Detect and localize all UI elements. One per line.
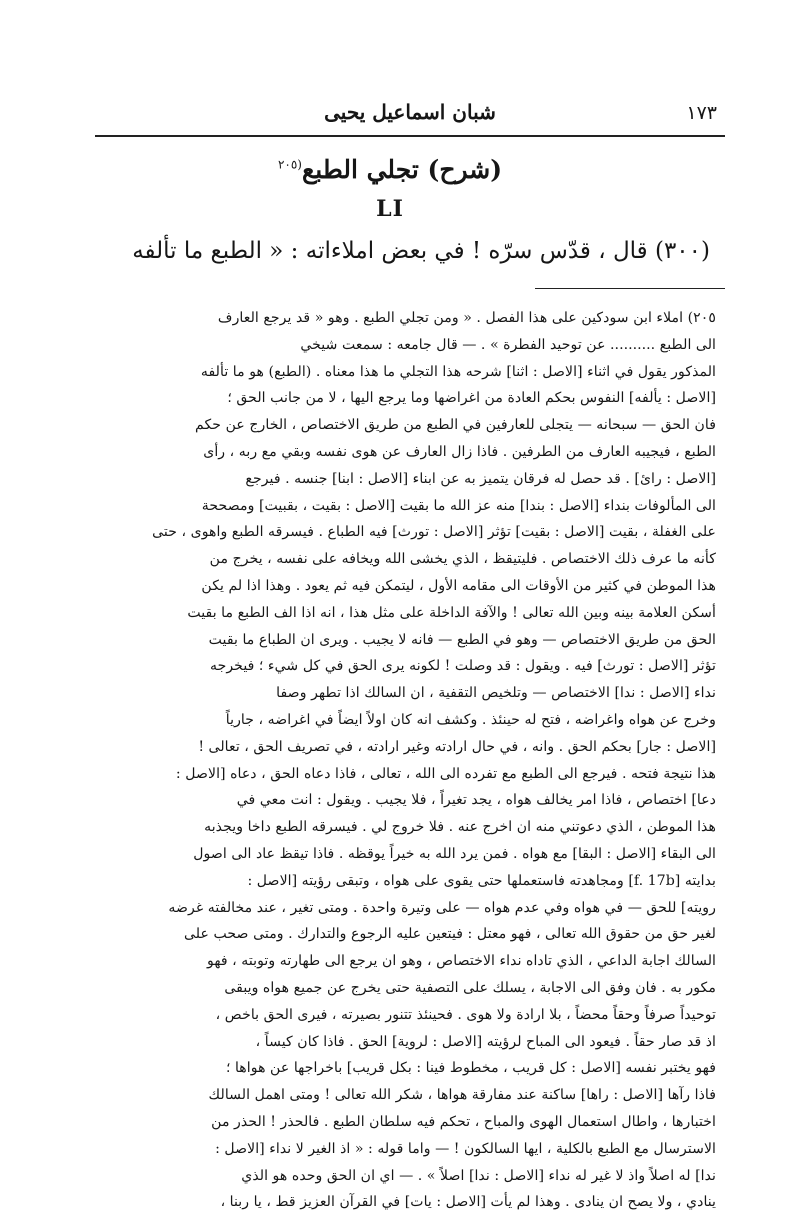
section-code: LI <box>376 196 404 222</box>
footnote-line: الى البقاء [الاصل : البقا] مع هواه . فمن يرد الله به خيراً يوقظه . فاذا تيقظ عاد الى اصول <box>193 845 716 862</box>
footnote-line: ينادي ، ولا يصح ان ينادى . وهذا لم يأت [الاصل : يات] في القرآن العزيز قط ، يا ربنا ، <box>220 1194 716 1211</box>
footnote-line: [الاصل : جار] بحكم الحق . وانه ، في حال ارادته وغير ارادته ، في تصريف الحق ، تعالى ! <box>198 738 716 755</box>
footnote-line: على الغفلة ، بقيت [الاصل : بقيت] تؤثر [الاصل : تورث] فيه الطباع . فيسرقه الطبع واهوى ، حتى <box>152 524 716 541</box>
footnote-line: الحق من طريق الاختصاص — وهو في الطبع — فانه لا يجيب . ويرى ان الطباع ما بقيت <box>208 631 716 648</box>
header-rule <box>95 135 725 137</box>
footnote-line: هذا نتيجة فتحه . فيرجع الى الطبع مع تفرده الى الله ، تعالى ، فاذا دعاه الحق ، دعاه [الاصل : <box>175 765 716 782</box>
footnote-line: دعا] اختصاص ، فاذا امر يخالف هواه ، يجد تغيراً ، فلا يجيب . ويقول : انت معي في <box>236 792 716 809</box>
footnote-line: فاذا رآها [الاصل : راها] ساكنة عند مفارقة هواها ، شكر الله تعالى ! ومتى اهمل السالك <box>208 1087 716 1104</box>
footnote-line: تؤثر [الاصل : تورث] فيه . ويقول : قد وصلت ! لكونه يرى الحق في كل شيء ؛ فيخرجه <box>209 658 716 675</box>
footnote-line: المذكور يقول في اثناء [الاصل : اثنا] شرحه هذا التجلي ما هذا معناه . (الطبع) هو ما تألفه <box>200 363 716 380</box>
footnote-line: [الاصل : رائ] . قد حصل له فرقان يتميز به عن ابناء [الاصل : ابنا] جنسه . فيرجع <box>245 470 716 487</box>
footnote-line: ٢٠٥) املاء ابن سودكين على هذا الفصل . « ومن تجلي الطبع . وهو « قد يرجع العارف <box>217 310 716 326</box>
footnote-line: مكور به . فان وفق الى الاجابة ، يسلك على التصفية حتى يخرج عن جميع هواه ويبقى <box>224 979 716 996</box>
footnote-line: ندا] له اصلاً واذ لا غير له نداء [الاصل : ندا] اصلاً » . — اي ان الحق وحده هو الذي <box>241 1167 716 1184</box>
footnote-line: بدايته [f. 17b] ومجاهدته فاستعملها حتى يقوى على هواه ، وتبقى رؤيته [الاصل : <box>247 872 716 889</box>
footnote-line: توحيداً صرفاً وحقاً محضاً ، بلا ارادة ولا هوى . فحينئذ تتنور بصيرته ، فيرى الحق باخص ، <box>215 1006 716 1023</box>
footnote-line: اختبارها ، واطال استعمال الهوى والمباح ، تحكم فيه سلطان الطبع . فالحذر ! الحذر من <box>211 1113 716 1130</box>
page-header <box>95 100 725 130</box>
footnote-line: كأنه ما عرف ذلك الاختصاص . فليتيقظ ، الذي يخشى الله ويخافه على نفسه ، يخرج من <box>209 551 716 568</box>
footnote-line: الى الطبع .......... عن توحيد الفطرة » . — قال جامعه : سمعت شيخي <box>300 336 716 353</box>
footnote-line: اذ قد صار حقاً . فيعود الى المباح لرؤيته [الاصل : لروية] الحق . فاذا كان كيساً ، <box>255 1033 716 1050</box>
footnote-separator <box>535 288 725 289</box>
footnote-line: نداء [الاصل : ندا] الاختصاص — وتلخيص التقفية ، ان السالك اذا تطهر وصفا <box>276 685 716 702</box>
footnote-reference: (٢٠٥ <box>277 157 302 172</box>
footnote-line: لغير حق من حقوق الله تعالى ، فهو معتل : فيتعين عليه الرجوع والتدارك . ومتى صحب على <box>183 926 716 943</box>
footnote-line: هذا الموطن في كثير من الأوقات الى مقامه الأول ، ليتمكن فيه ثم يعود . وهذا اذا لم يكن <box>201 577 716 594</box>
section-title <box>180 155 600 195</box>
footnote-line: الطبع ، فيجيبه العارف من الطرفين . فاذا زال العارف عن هوى نفسه وبقي مع ربه ، رأى <box>203 443 716 460</box>
section-title-text: (شرح) تجلي الطبع <box>301 155 503 184</box>
opening-paragraph: (٣٠٠) قال ، قدّس سرّه ! في بعض املاءاته : « الطبع ما تألفه <box>132 238 710 264</box>
footnote-line: هذا الموطن ، الذي دعوتني منه ان اخرج عنه . فلا خروج لي . فيسرقه الطبع داخا ويجذبه <box>204 819 716 836</box>
running-title: شبان اسماعيل يحيى <box>324 100 496 124</box>
footnote-line: فان الحق — سبحانه — يتجلى للعارفين في الطبع من طريق الاختصاص ، الخارج عن حكم <box>195 417 716 434</box>
footnote-block <box>66 305 716 1216</box>
footnote-line: السالك اجابة الداعي ، الذي تاداه نداء الاختصاص ، وهو ان يرجع الى طهارته وتوبته ، فهو <box>207 953 716 970</box>
footnote-line: [الاصل : يألفه] النفوس بحكم العادة من اغراضها وما يرجع اليها ، لا من جانب الحق ؛ <box>227 390 716 407</box>
footnote-line: فهو يختبر نفسه [الاصل : كل قريب ، مخطوط فينا : بكل قريب] باخراجها عن هواها ؛ <box>225 1060 716 1077</box>
footnote-line: وخرج عن هواه واغراضه ، فتح له حينئذ . وكشف انه كان اولاً ايضاً في اغراضه ، جارياً <box>225 711 716 728</box>
footnote-line: أسكن العلامة بينه وبين الله تعالى ! والآفة الداخلة على مثل هذا ، انه اذا الف الطبع ما بقيت <box>187 604 716 621</box>
footnote-line: الاسترسال مع الطبع بالكلية ، ايها السالكون ! — واما قوله : « اذ الغير لا نداء [الاصل : <box>215 1140 716 1157</box>
footnote-line: رويته] للحق — في هواه وفي عدم هواه — على وتيرة واحدة . ومتى تغير ، عند مخالفته غرضه <box>168 899 716 916</box>
page-number: ١٧٣ <box>686 102 717 124</box>
footnote-line: الى المألوفات بنداء [الاصل : بندا] منه عز الله ما بقيت [الاصل : بقيت ، بقبيت] ومصححة <box>201 497 716 514</box>
